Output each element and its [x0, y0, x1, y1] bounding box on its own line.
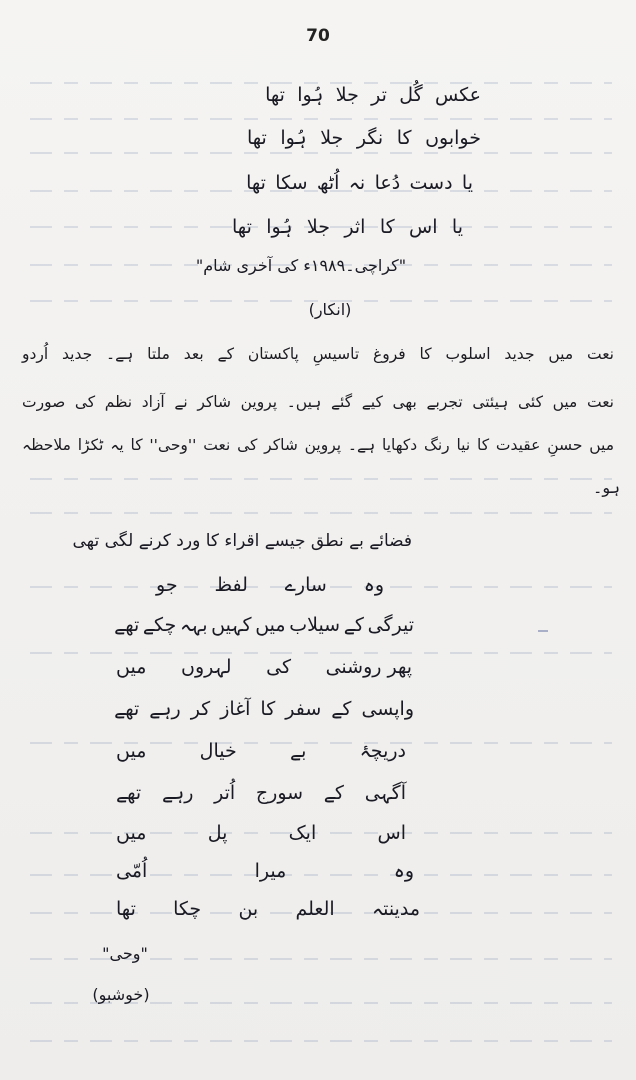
- poem1-line-1: [265, 84, 481, 106]
- poem2-line-1: [72, 530, 412, 551]
- word: میں: [116, 740, 147, 762]
- word: کے: [331, 698, 352, 720]
- word: پھر روشنی: [325, 656, 412, 678]
- word: رہے: [161, 782, 194, 804]
- prose-line-4: ہو۔: [592, 478, 620, 497]
- word: لہروں: [180, 656, 232, 678]
- poem1-source: (انکار): [308, 300, 352, 319]
- word: کے: [323, 782, 344, 804]
- line-text: فضائے بے نطق جیسے اقراء کا ورد کرنے لگی تھی: [72, 531, 412, 551]
- word: سفر: [285, 698, 322, 720]
- word: بن: [238, 898, 259, 920]
- word: اس: [409, 216, 438, 238]
- poem1-line-2: [247, 127, 481, 149]
- word: جلا: [335, 84, 359, 106]
- word: جلا: [306, 216, 330, 238]
- word: دُعا: [374, 172, 401, 194]
- word: العلم: [295, 898, 335, 920]
- word: بے: [289, 740, 307, 762]
- word: تھے: [114, 698, 140, 720]
- word: خوابوں: [425, 127, 481, 149]
- word: تر: [371, 84, 387, 106]
- poem2-line-9: [116, 860, 414, 882]
- poem2-line-10: [116, 898, 420, 920]
- word: دست: [409, 172, 453, 194]
- word: اُمّی: [116, 860, 148, 882]
- word: کا: [396, 127, 412, 149]
- word: کر: [190, 698, 211, 720]
- word: میرا: [254, 860, 287, 882]
- word: تھا: [265, 84, 285, 106]
- word: مدینتہ: [371, 898, 420, 920]
- poem2-line-4: [116, 656, 412, 678]
- word: ایک: [288, 822, 317, 844]
- word: میں: [255, 614, 286, 636]
- prose-line-1: نعت میں جدید اسلوب کا فروغ تاسیسِ پاکستان کے بعد ملتا ہے۔ جدید اُردو: [22, 345, 614, 363]
- word: سیلاب: [289, 614, 341, 636]
- word: آغاز: [220, 698, 251, 720]
- word: تھا: [247, 127, 267, 149]
- word: تھا: [232, 216, 252, 238]
- word: اُٹھ: [316, 172, 340, 194]
- word: وہ: [393, 860, 414, 882]
- word: عکس: [434, 84, 481, 106]
- word: جلا: [320, 127, 344, 149]
- word: ہُوا: [266, 216, 293, 238]
- poem2-line-3: [114, 614, 414, 636]
- word: لفظ: [214, 574, 248, 596]
- poem1-line-3: [246, 172, 473, 194]
- page-number: 70: [306, 26, 330, 46]
- word: خیال: [199, 740, 237, 762]
- word: کہیں: [211, 614, 252, 636]
- word: تھا: [116, 898, 136, 920]
- word: جو: [156, 574, 178, 596]
- prose-line-3: میں حسنِ عقیدت کا نیا رنگ دکھایا ہے۔ پروین شاکر کی نعت ''وحی'' کا یہ ٹکڑا ملاحظہ: [22, 436, 614, 454]
- word: تھے: [114, 614, 140, 636]
- poem2-source: (خوشبو): [92, 985, 150, 1004]
- word: دریچۂ: [359, 740, 406, 762]
- word: کی: [266, 656, 291, 678]
- word: نہ: [348, 172, 366, 194]
- poem1-line-4: [232, 216, 463, 238]
- poem2-line-5: [114, 698, 414, 720]
- word: نگر: [356, 127, 384, 149]
- word: تیرگی: [367, 614, 414, 636]
- word: آگہی: [364, 782, 406, 804]
- poem2-line-2: [156, 574, 384, 596]
- word: کا: [260, 698, 276, 720]
- poem2-title: "وحی": [102, 944, 148, 963]
- word: رہے: [149, 698, 181, 720]
- word: کے: [343, 614, 364, 636]
- word: یا: [451, 216, 463, 238]
- word: ہُوا: [280, 127, 307, 149]
- word: میں: [116, 822, 147, 844]
- poem2-line-7: [116, 782, 406, 804]
- prose-line-2: نعت میں کئی ہیئتی تجربے بھی کیے گئے ہیں۔ پروین شاکر نے آزاد نظم کی صورت: [22, 393, 614, 411]
- word: چکے: [142, 614, 177, 636]
- poem2-line-6: [116, 740, 406, 762]
- word: واپسی: [361, 698, 414, 720]
- word: گُل: [399, 84, 423, 106]
- word: تھا: [246, 172, 266, 194]
- word: وہ: [363, 574, 384, 596]
- word: کا: [379, 216, 395, 238]
- word: پل: [207, 822, 228, 844]
- word: سکا: [275, 172, 308, 194]
- word: چکا: [173, 898, 202, 920]
- word: میں: [116, 656, 147, 678]
- word: اُتر: [214, 782, 236, 804]
- word: اثر: [344, 216, 366, 238]
- poem1-caption: "کراچی۔۱۹۸۹ء کی آخری شام": [195, 256, 407, 275]
- poem2-line-8: [116, 822, 406, 844]
- word: سارے: [284, 574, 327, 596]
- stray-mark: [538, 630, 548, 632]
- word: سورج: [255, 782, 304, 804]
- word: بہہ: [179, 614, 208, 636]
- word: اس: [377, 822, 406, 844]
- word: تھے: [116, 782, 142, 804]
- word: ہُوا: [297, 84, 324, 106]
- word: یا: [461, 172, 473, 194]
